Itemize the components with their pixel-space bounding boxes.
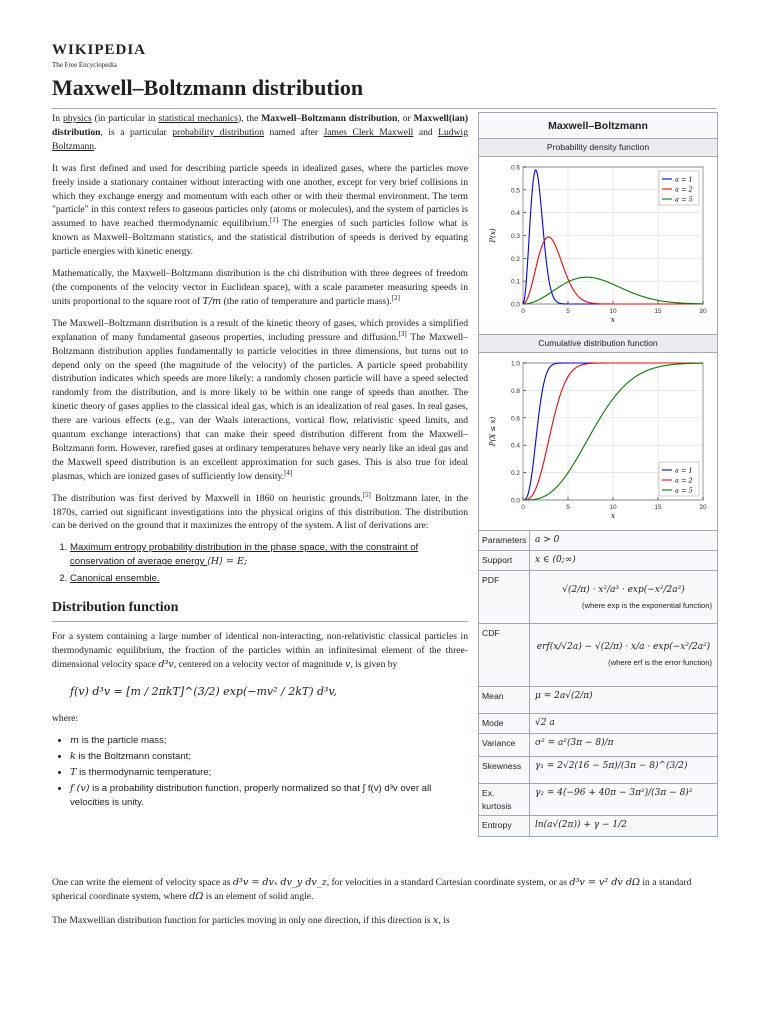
text: is a probability distribution function, properly normalized so that ∫ f(v) d³v over all velocities is unity. xyxy=(70,782,432,808)
intro-paragraph-4 xyxy=(52,317,468,484)
cdf-chart xyxy=(481,355,713,525)
math: f (v) xyxy=(70,782,90,794)
x-axis-label: x xyxy=(611,315,615,324)
logo-text: WIKIPEDIA xyxy=(52,42,147,58)
row-label: Ex. kurtosis xyxy=(479,784,530,815)
text: For a system containing a large number of identical non-interacting, non-relativistic classical particles in thermodynamic equilibrium, the fraction of the particles within an infinitesimal element of the three-dimensional velocity space xyxy=(52,631,468,671)
reference[interactable]: [4] xyxy=(284,468,293,477)
text: . xyxy=(94,140,97,152)
math: v xyxy=(345,659,351,671)
math: k xyxy=(70,750,76,762)
section-heading: Distribution function xyxy=(52,598,468,622)
math: x xyxy=(433,914,439,926)
legend-label: a = 2 xyxy=(675,476,693,485)
link-probability-distribution[interactable]: probability distribution xyxy=(172,126,265,138)
y-axis-label: P(X ≤ x) xyxy=(489,416,497,446)
text: , is xyxy=(438,914,450,926)
infobox-row-support xyxy=(479,550,717,570)
math: ⟨H⟩ = E; xyxy=(207,556,248,568)
link-statistical-mechanics[interactable]: statistical mechanics xyxy=(158,113,239,124)
x-tick-label: 15 xyxy=(654,503,662,511)
infobox-row-cdf xyxy=(479,623,717,686)
y-tick-label: 0.2 xyxy=(510,255,520,263)
row-value: √2 a xyxy=(535,718,555,729)
text: Boltzmann later, in the 1870s, carried out significant investigations into the physical origins of this distribution. The distribution can be derived on the ground that it maximizes the entropy of the system. A list of derivations are: xyxy=(52,492,469,532)
reference[interactable]: [3] xyxy=(398,329,407,338)
y-tick-label: 0.1 xyxy=(510,278,520,286)
y-tick-label: 0.0 xyxy=(510,497,520,505)
section-paragraph-2 xyxy=(52,876,716,904)
row-value: x ∈ (0;∞) xyxy=(535,555,576,566)
infobox-row-parameters xyxy=(479,530,717,550)
text: It was first defined and used for describing particle speeds in idealized gases, where the particles move freely inside a stationary container without interacting with one another, except for very brief collisions in which they exchange energy and momentum with each other or with their thermal environment. The term "particle" in this context refers to gaseous particles only (atoms or molecules), and the system of particles is assumed to have reached thermodynamic equilibrium. xyxy=(52,162,468,230)
infobox-title: Maxwell–Boltzmann xyxy=(548,120,648,132)
y-tick-label: 0.4 xyxy=(510,209,520,217)
text: (the ratio of temperature and particle mass). xyxy=(221,295,392,307)
infobox-row-entropy xyxy=(479,815,717,836)
row-value: σ² = a²(3π − 8)/π xyxy=(535,738,614,749)
text: , or xyxy=(397,113,414,124)
row-value: μ = 2a√(2/π) xyxy=(535,691,593,702)
math: m xyxy=(70,734,80,746)
reference[interactable]: [1] xyxy=(269,216,279,225)
x-tick-label: 20 xyxy=(699,307,707,315)
row-label: Parameters xyxy=(479,531,530,550)
list-item xyxy=(70,750,468,764)
legend-label: a = 2 xyxy=(675,185,693,194)
text: is the Boltzmann constant; xyxy=(75,750,192,762)
pdf-chart-container[interactable] xyxy=(479,157,717,334)
formula: erf(x/√2a) − √(2/π) · x/a · exp(−x²/2a²) xyxy=(536,642,711,653)
text: , for velocities in a standard Cartesian coordinate system, or as xyxy=(326,877,570,888)
math: dΩ xyxy=(189,890,204,902)
intro-paragraph-1 xyxy=(52,112,468,154)
x-tick-label: 0 xyxy=(521,503,525,511)
row-label: CDF xyxy=(479,624,530,686)
wikipedia-logo[interactable] xyxy=(52,40,716,70)
legend-label: a = 5 xyxy=(675,195,693,204)
row-value: a > 0 xyxy=(535,535,560,546)
link-physics[interactable]: physics xyxy=(62,113,92,124)
y-tick-label: 0.5 xyxy=(510,187,520,195)
text: is an element of solid angle. xyxy=(203,890,314,902)
intro-paragraph-2 xyxy=(52,162,468,259)
text: and xyxy=(413,126,439,138)
text: One can write the element of velocity space as xyxy=(52,877,233,888)
math: d³v = dvₓ dv_y dv_z xyxy=(232,877,327,888)
text: Maximum entropy probability distribution in the phase space, with the constraint of conservation of average energy xyxy=(70,542,419,568)
row-label: Variance xyxy=(479,734,530,756)
y-tick-label: 0.0 xyxy=(510,301,520,309)
text: Mathematically, the Maxwell–Boltzmann distribution is the chi distribution with three degrees of freedom (the components of the velocity vector in Euclidean space), with a scale parameter measuring speeds in units proportional to the square root of xyxy=(52,268,468,307)
legend-label: a = 5 xyxy=(675,486,693,495)
text: ), the xyxy=(238,113,262,124)
derivation-list xyxy=(70,541,468,586)
infobox-row-variance xyxy=(479,733,717,756)
x-tick-label: 0 xyxy=(521,307,525,315)
reference[interactable]: [2] xyxy=(391,293,400,302)
infobox-row-kurtosis xyxy=(479,783,717,815)
text: In xyxy=(52,113,63,124)
section-paragraph-1 xyxy=(52,630,468,672)
list-item[interactable] xyxy=(70,541,468,569)
pdf-chart xyxy=(481,159,713,329)
x-tick-label: 5 xyxy=(566,307,570,315)
text: is thermodynamic temperature; xyxy=(76,766,212,778)
text: , is given by xyxy=(350,659,398,671)
text: , is a particular xyxy=(100,126,173,138)
math: d³v = v² dv dΩ xyxy=(569,877,640,888)
pdf-heading: Probability density function xyxy=(479,138,717,156)
where-label: where: xyxy=(52,713,79,725)
row-note: (where exp is the exponential function) xyxy=(581,601,712,611)
x-tick-label: 10 xyxy=(609,307,617,315)
article xyxy=(52,40,716,926)
y-tick-label: 0.6 xyxy=(510,414,520,422)
x-tick-label: 10 xyxy=(609,503,617,511)
list-item xyxy=(70,766,468,780)
row-value: γ₂ = 4(−96 + 40π − 3π²)/(3π − 8)² xyxy=(535,788,693,799)
text: The Maxwellian distribution function for particles moving in only one direction, if this direction is xyxy=(52,914,434,926)
link-ludwig-boltzmann[interactable]: Ludwig Boltzmann xyxy=(52,126,468,152)
text: The distribution was first derived by Maxwell in 1860 on heuristic grounds. xyxy=(52,492,363,504)
y-tick-label: 0.2 xyxy=(510,469,520,477)
infobox-rows xyxy=(479,530,717,836)
variable-list xyxy=(70,734,468,810)
y-tick-label: 0.3 xyxy=(510,232,520,240)
y-tick-label: 0.8 xyxy=(510,387,520,395)
cdf-chart-container[interactable] xyxy=(479,353,717,530)
text: The Maxwell–Boltzmann distribution applies fundamentally to particle velocities in three dimensions, but turns out to depend only on the speed (the magnitude of the velocity) of the particles. A particle speed probability distribution indicates which speeds are more likely: a randomly chosen particle will have a speed selected randomly from the distribution, and is more likely to be within one range of speeds than another. The kinetic theory of gases applies to the classical ideal gas, which is an idealization of real gases. In real gases, there are various effects (e.g., van der Waals interactions, vortical flow, relativistic speed limits, and quantum exchange interactions) that can make their speed distribution different from the Maxwell–Boltzmann form. However, rarefied gases at ordinary temperatures behave very nearly like an ideal gas and the Maxwell speed distribution is an excellent approximation for such gases. This is also true for ideal plasmas, which are ionized gases of sufficiently low density. xyxy=(52,331,468,482)
text: Canonical ensemble. xyxy=(70,573,160,585)
text: in a standard spherical coordinate system, where xyxy=(52,877,692,902)
text: The energies of such particles follow what is known as Maxwell–Boltzmann statistics, and the statistical distribution of speeds is derived by equating particle energies with kinetic energy. xyxy=(52,218,468,258)
row-label: Mode xyxy=(479,714,530,733)
row-label: PDF xyxy=(479,571,530,623)
text: , centered on a velocity vector of magnitude xyxy=(173,659,346,671)
list-item xyxy=(70,782,468,810)
infobox-row-pdf xyxy=(479,570,717,623)
row-label: Entropy xyxy=(479,816,530,836)
y-tick-label: 1.0 xyxy=(510,360,520,368)
y-axis-label: P(x) xyxy=(489,228,497,243)
x-axis-label: x xyxy=(611,511,615,520)
bold-term: Maxwell(ian) distribution xyxy=(52,113,469,138)
row-label: Support xyxy=(479,551,530,570)
x-tick-label: 15 xyxy=(654,307,662,315)
math: T xyxy=(70,766,77,778)
legend-label: a = 1 xyxy=(675,466,693,475)
link-james-clerk-maxwell[interactable]: James Clerk Maxwell xyxy=(323,126,414,138)
text: (in particular in xyxy=(91,113,159,124)
text: The Maxwell–Boltzmann distribution is a result of the kinetic theory of gases, which provides a simplified explanation of many fundamental gaseous properties, including pressure and diffusion. xyxy=(52,317,468,343)
page-title: Maxwell–Boltzmann distribution xyxy=(52,72,716,109)
row-label: Skewness xyxy=(479,757,530,783)
legend-label: a = 1 xyxy=(675,175,693,184)
list-item xyxy=(70,734,468,748)
reference[interactable]: [5] xyxy=(362,490,371,499)
text: named after xyxy=(264,126,324,138)
y-tick-label: 0.4 xyxy=(510,442,520,450)
list-item[interactable] xyxy=(70,572,468,586)
infobox xyxy=(478,112,718,837)
math: d³v xyxy=(158,659,174,671)
x-tick-label: 5 xyxy=(566,503,570,511)
intro-paragraph-3 xyxy=(52,267,468,309)
intro-paragraph-5 xyxy=(52,492,468,534)
cdf-heading: Cumulative distribution function xyxy=(479,334,717,352)
bold-term: Maxwell–Boltzmann distribution xyxy=(261,113,398,124)
infobox-row-mean xyxy=(479,686,717,713)
x-tick-label: 20 xyxy=(699,503,707,511)
row-value: γ₁ = 2√2(16 − 5π)/(3π − 8)^(3/2) xyxy=(535,761,688,772)
math: T/m xyxy=(202,295,222,307)
row-value xyxy=(530,624,717,686)
row-label: Mean xyxy=(479,687,530,713)
logo-subtitle: The Free Encyclopedia xyxy=(52,60,117,69)
formula: √(2/π) · x²/a³ · exp(−x²/2a²) xyxy=(562,585,685,596)
article-body xyxy=(52,112,468,817)
text: is the particle mass; xyxy=(79,734,167,746)
article-continued xyxy=(52,876,716,938)
section-paragraph-3 xyxy=(52,914,716,928)
y-tick-label: 0.6 xyxy=(510,164,520,172)
infobox-row-skewness xyxy=(479,756,717,783)
row-value: ln(a√(2π)) + γ − 1/2 xyxy=(535,820,627,831)
row-note: (where erf is the error function) xyxy=(608,658,712,668)
row-value xyxy=(530,571,717,623)
infobox-row-mode xyxy=(479,713,717,733)
equation: f(v) d³v = [m / 2πkT]^(3/2) exp(−mv² / 2kT) d³v, xyxy=(70,685,337,699)
